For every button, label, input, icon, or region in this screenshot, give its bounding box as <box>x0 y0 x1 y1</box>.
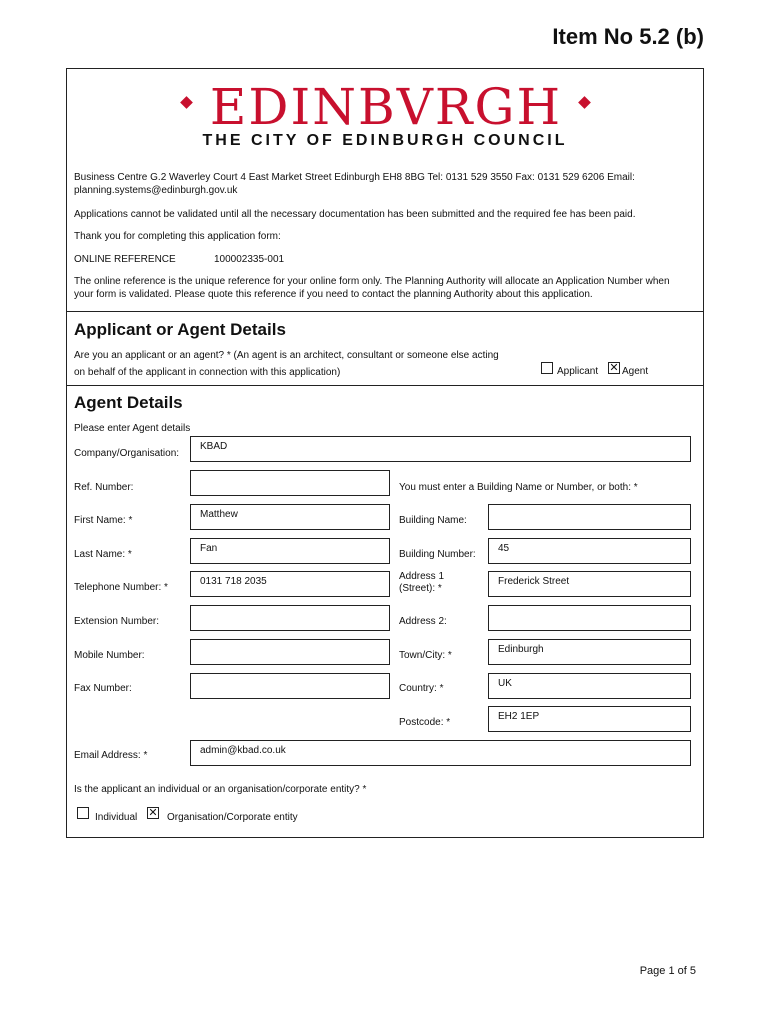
extension-label: Extension Number: <box>74 616 160 627</box>
mobile-input[interactable] <box>190 639 390 665</box>
individual-option-label: Individual <box>95 812 138 823</box>
telephone-label: Telephone Number: * <box>74 582 168 593</box>
email-input[interactable]: admin@kbad.co.uk <box>190 740 691 766</box>
entity-question: Is the applicant an individual or an organisation/corporate entity? * <box>74 784 367 795</box>
company-input[interactable]: KBAD <box>190 436 691 462</box>
address-line: Business Centre G.2 Waverley Court 4 East Market Street Edinburgh EH8 8BG Tel: 0131 529 3550 Fax: 0131 529 6206 Email: <box>74 172 635 183</box>
ref-number-label: Ref. Number: <box>74 482 134 493</box>
council-name: THE CITY OF EDINBURGH COUNCIL <box>202 132 568 149</box>
fax-label: Fax Number: <box>74 683 132 694</box>
applicant-agent-title: Applicant or Agent Details <box>74 320 286 339</box>
diamond-icon <box>578 96 591 109</box>
agent-details-title: Agent Details <box>74 393 183 412</box>
diamond-icon <box>180 96 193 109</box>
thank-you-text: Thank you for completing this application form: <box>74 231 281 242</box>
agent-details-instruction: Please enter Agent details <box>74 423 191 434</box>
applicant-agent-question-cont: on behalf of the applicant in connection with this application) <box>74 367 341 378</box>
country-label: Country: * <box>399 683 444 694</box>
telephone-input[interactable]: 0131 718 2035 <box>190 571 390 597</box>
applicant-checkbox[interactable] <box>541 362 553 374</box>
reference-note-cont: your form is validated. Please quote this reference if you need to contact the planning Authority about this application. <box>74 289 593 300</box>
section-divider <box>66 385 704 386</box>
mobile-label: Mobile Number: <box>74 650 145 661</box>
building-note: You must enter a Building Name or Number, or both: * <box>399 482 638 493</box>
online-reference-value: 100002335-001 <box>214 254 285 265</box>
item-number-heading: Item No 5.2 (b) <box>552 24 704 49</box>
reference-note: The online reference is the unique reference for your online form only. The Planning Authority will allocate an Application Number when <box>74 276 670 287</box>
address1-label-cont: (Street): * <box>399 583 442 594</box>
address1-label: Address 1 <box>399 571 445 582</box>
logo-wordmark: EDINBVRGH <box>209 78 563 136</box>
town-input[interactable]: Edinburgh <box>488 639 691 665</box>
postcode-label: Postcode: * <box>399 717 451 728</box>
section-divider <box>66 311 704 312</box>
checked-mark-icon: ✕ <box>609 362 619 374</box>
last-name-label: Last Name: * <box>74 549 132 560</box>
organisation-checkbox[interactable] <box>147 807 159 819</box>
building-number-label: Building Number: <box>399 549 476 560</box>
agent-checkbox[interactable] <box>608 362 620 374</box>
agent-option-label: Agent <box>622 366 649 377</box>
validation-note: Applications cannot be validated until all the necessary documentation has been submitted and the required fee has been paid. <box>74 209 636 220</box>
online-reference-label: ONLINE REFERENCE <box>74 254 176 265</box>
ref-number-input[interactable] <box>190 470 390 496</box>
email-label: Email Address: * <box>74 750 148 761</box>
applicant-option-label: Applicant <box>557 366 599 377</box>
town-label: Town/City: * <box>399 650 452 661</box>
first-name-input[interactable]: Matthew <box>190 504 390 530</box>
company-label: Company/Organisation: <box>74 448 180 459</box>
country-input[interactable]: UK <box>488 673 691 699</box>
building-name-input[interactable] <box>488 504 691 530</box>
address2-label: Address 2: <box>399 616 447 627</box>
first-name-label: First Name: * <box>74 515 133 526</box>
individual-checkbox[interactable] <box>77 807 89 819</box>
checked-mark-icon: ✕ <box>148 807 158 819</box>
extension-input[interactable] <box>190 605 390 631</box>
building-name-label: Building Name: <box>399 515 467 526</box>
applicant-agent-question: Are you an applicant or an agent? * (An agent is an architect, consultant or someone else acting <box>74 350 499 361</box>
page-number: Page 1 of 5 <box>639 965 696 977</box>
organisation-option-label: Organisation/Corporate entity <box>167 812 298 823</box>
postcode-input[interactable]: EH2 1EP <box>488 706 691 732</box>
building-number-input[interactable]: 45 <box>488 538 691 564</box>
address1-input[interactable]: Frederick Street <box>488 571 691 597</box>
edinburgh-council-logo <box>170 78 600 158</box>
email-address-link[interactable]: planning.systems@edinburgh.gov.uk <box>74 185 238 196</box>
address2-input[interactable] <box>488 605 691 631</box>
last-name-input[interactable]: Fan <box>190 538 390 564</box>
fax-input[interactable] <box>190 673 390 699</box>
